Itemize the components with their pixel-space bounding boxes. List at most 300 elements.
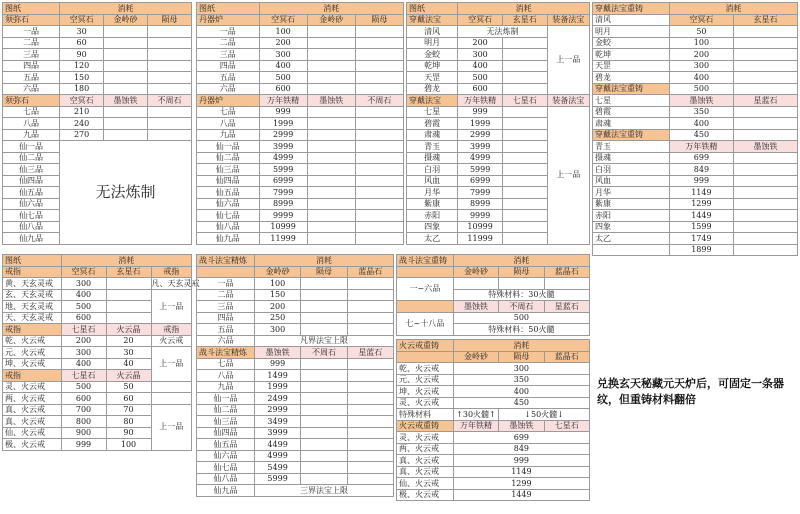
- table-cell: [733, 164, 797, 176]
- table-cell: [347, 450, 393, 462]
- table-row: [397, 374, 590, 386]
- table-cell: 乾、火云戒: [397, 363, 454, 375]
- table-cell: [347, 439, 393, 451]
- table-cell: 仙三品: [197, 416, 255, 428]
- table-cell: 450: [669, 129, 733, 141]
- table-cell: 特殊材料：30火髓: [453, 289, 589, 301]
- table-row: [397, 432, 590, 444]
- table-cell: 丹器炉: [197, 14, 260, 26]
- table-cell: [397, 301, 454, 313]
- table-cell: [502, 129, 547, 141]
- table-cell: [355, 26, 403, 38]
- table-cell: 600: [61, 312, 106, 324]
- table-cell: 凡界法宝上限: [254, 335, 393, 347]
- table-cell: 清风: [407, 26, 458, 38]
- table-cell: 七品: [197, 106, 260, 118]
- table-cell: [502, 175, 547, 187]
- table-cell: 500: [669, 83, 733, 95]
- table-cell: 5499: [254, 462, 300, 474]
- table-cell: 上一品: [547, 106, 589, 244]
- table-cell: [347, 473, 393, 485]
- table-cell: 400: [453, 386, 589, 398]
- table-cell: 1899: [669, 244, 733, 256]
- table-cell: [347, 301, 393, 313]
- table-cell: 250: [254, 312, 300, 324]
- table-cell: 仙九品: [3, 233, 60, 245]
- table-cell: [307, 129, 355, 141]
- table-row: [197, 37, 404, 49]
- table-cell: 真、火云戒: [3, 404, 62, 416]
- table-cell: 极、火云戒: [397, 489, 454, 501]
- table-cell: [355, 210, 403, 222]
- table-cell: 五品: [197, 72, 260, 84]
- table-cell: [355, 83, 403, 95]
- table-cell: 陨母: [148, 14, 192, 26]
- table-cell: 坤、火云戒: [397, 386, 454, 398]
- table-cell: 300: [453, 363, 589, 375]
- table-row: [197, 404, 394, 416]
- table-cell: 真、火云戒: [397, 466, 454, 478]
- table-row: [593, 37, 798, 49]
- table-cell: 无法炼制: [458, 26, 547, 38]
- table-cell: 清风: [593, 14, 670, 26]
- table-row: [397, 478, 590, 490]
- table-cell: [148, 118, 192, 130]
- table-row: [3, 404, 192, 416]
- table-cell: 仙五品: [197, 187, 260, 199]
- table-cell: [307, 187, 355, 199]
- table-cell: [148, 106, 192, 118]
- table-cell: [347, 358, 393, 370]
- table-row: [3, 393, 192, 405]
- table-cell: 2999: [254, 404, 300, 416]
- table-cell: [104, 72, 148, 84]
- table-row: [197, 129, 404, 141]
- table-row: [3, 95, 192, 107]
- table-cell: [301, 312, 347, 324]
- table-cell: 摄魂: [593, 152, 670, 164]
- table-cell: [355, 175, 403, 187]
- table-cell: 999: [61, 439, 106, 451]
- table-cell: 天罡: [407, 72, 458, 84]
- table-cell: 六品: [197, 335, 255, 347]
- table-cell: 紫康: [407, 198, 458, 210]
- table-cell: 消耗: [259, 3, 403, 15]
- table-row: [397, 466, 590, 478]
- table-cell: 300: [61, 278, 106, 290]
- table-cell: 墨蚀铁: [733, 141, 797, 153]
- table-cell: 墨蚀铁: [499, 420, 544, 432]
- table-cell: 400: [259, 60, 307, 72]
- table-row: [197, 175, 404, 187]
- table-cell: [307, 164, 355, 176]
- table-cell: ↓50火髓↓: [499, 409, 590, 421]
- table-cell: 350: [453, 374, 589, 386]
- table-row: [197, 266, 394, 278]
- table-cell: 30: [106, 347, 151, 359]
- table-cell: [355, 60, 403, 72]
- table-cell: 3999: [259, 141, 307, 153]
- table-cell: 七星石: [61, 324, 106, 336]
- table-cell: [301, 404, 347, 416]
- table-cell: 849: [453, 443, 589, 455]
- table-cell: 200: [254, 301, 300, 313]
- table-cell: [301, 381, 347, 393]
- table-row: [197, 485, 394, 497]
- table-cell: [104, 83, 148, 95]
- table-row: [3, 347, 192, 359]
- table-row: [3, 129, 192, 141]
- table-cell: 肃魂: [593, 118, 670, 130]
- table-cell: 仙一品: [197, 141, 260, 153]
- table-cell: 仙二品: [197, 404, 255, 416]
- table-cell: 350: [669, 106, 733, 118]
- table-cell: 空冥石: [458, 14, 503, 26]
- table-cell: [347, 370, 393, 382]
- table-cell: 装备法宝: [547, 14, 589, 26]
- table-cell: 火云晶: [106, 324, 151, 336]
- table-cell: [733, 187, 797, 199]
- table-cell: 墨蚀铁: [453, 301, 498, 313]
- table-cell: 9999: [458, 210, 503, 222]
- table-cell: 极、火云戒: [3, 439, 62, 451]
- table-cell: 六品: [3, 83, 60, 95]
- table-cell: 仙四品: [197, 175, 260, 187]
- table-row: [197, 370, 394, 382]
- table-cell: 火云戒重铸: [397, 420, 454, 432]
- table-cell: 九品: [3, 129, 60, 141]
- table-cell: [347, 416, 393, 428]
- table-cell: 仙七品: [197, 462, 255, 474]
- table-cell: [301, 450, 347, 462]
- table-cell: 不周石: [499, 301, 544, 313]
- table-cell: 青玉: [407, 141, 458, 153]
- table-row: [3, 266, 192, 278]
- table-row: [3, 3, 192, 15]
- table-cell: 赤阳: [407, 210, 458, 222]
- table-cell: 九品: [197, 129, 260, 141]
- table-cell: [355, 141, 403, 153]
- table-cell: [355, 72, 403, 84]
- table-cell: 消耗: [669, 3, 797, 15]
- table-cell: 仙二品: [3, 152, 60, 164]
- table-row: [197, 152, 404, 164]
- table-cell: [733, 60, 797, 72]
- table-cell: 灵、火云戒: [3, 381, 62, 393]
- table-cell: 30: [60, 26, 104, 38]
- table-cell: 四象: [407, 221, 458, 233]
- table-cell: 上一品: [151, 404, 192, 450]
- table-row: [3, 289, 192, 301]
- table-cell: [502, 198, 547, 210]
- table-row: [397, 443, 590, 455]
- table-row: [3, 255, 192, 267]
- table-cell: 100: [254, 278, 300, 290]
- table-cell: 500: [61, 301, 106, 313]
- table-cell: 七星石: [544, 420, 589, 432]
- table-cell: 风血: [407, 175, 458, 187]
- table-cell: 穿戴法宝重铸: [593, 83, 670, 95]
- table-cell: 明月: [593, 26, 670, 38]
- table-row: [197, 14, 404, 26]
- table-cell: 戒指: [3, 370, 62, 382]
- table-row: [397, 255, 590, 267]
- table-cell: 500: [458, 72, 503, 84]
- table-cell: [502, 210, 547, 222]
- table-cell: 七品: [3, 106, 60, 118]
- table-row: [197, 335, 394, 347]
- table-cell: 图纸: [3, 255, 62, 267]
- table-cell: 1499: [254, 370, 300, 382]
- table-cell: [733, 233, 797, 245]
- table-cell: 200: [61, 335, 106, 347]
- table-row: [397, 397, 590, 409]
- table-row: [3, 26, 192, 38]
- table-cell: 150: [254, 289, 300, 301]
- table-cell: 七~十八品: [397, 312, 454, 335]
- table-cell: 上一品: [151, 289, 192, 324]
- table-row: [3, 60, 192, 72]
- table-cell: 400: [458, 60, 503, 72]
- table-cell: [347, 278, 393, 290]
- table-cell: 金蛟: [407, 49, 458, 61]
- table-row: [397, 386, 590, 398]
- table-cell: 陨母: [499, 351, 544, 363]
- table-row: [593, 244, 798, 256]
- table-cell: 元、火云戒: [3, 347, 62, 359]
- table-cell: 金岭砂: [254, 266, 300, 278]
- table-cell: [733, 221, 797, 233]
- table-cell: [502, 233, 547, 245]
- table-cell: [301, 439, 347, 451]
- table-cell: 空冥石: [60, 14, 104, 26]
- table-cell: [502, 106, 547, 118]
- table-cell: 玄星石: [106, 266, 151, 278]
- table-cell: 紫康: [593, 198, 670, 210]
- table-row: [197, 439, 394, 451]
- table-cell: 699: [453, 432, 589, 444]
- table-cell: [733, 83, 797, 95]
- table-cell: 玄、天玄灵戒: [3, 289, 62, 301]
- table-cell: 穿戴法宝: [407, 14, 458, 26]
- table-cell: 9999: [259, 210, 307, 222]
- table-cell: [148, 60, 192, 72]
- table-row: [593, 198, 798, 210]
- table-cell: [733, 37, 797, 49]
- table-cell: 300: [254, 324, 300, 336]
- table-row: [593, 233, 798, 245]
- table-cell: 120: [60, 60, 104, 72]
- table-row: [197, 198, 404, 210]
- table-cell: 100: [106, 439, 151, 451]
- table-row: [197, 83, 404, 95]
- table-cell: [347, 289, 393, 301]
- table-cell: 4999: [254, 450, 300, 462]
- table-cell: 五品: [197, 324, 255, 336]
- table-row: [197, 393, 394, 405]
- table-cell: 蓝晶石: [544, 266, 589, 278]
- table-cell: 丹器炉: [197, 95, 260, 107]
- table-cell: 墨蚀铁: [669, 95, 733, 107]
- table-cell: 200: [669, 49, 733, 61]
- table-cell: 仙五品: [3, 187, 60, 199]
- table-cell: 上一品: [151, 347, 192, 382]
- table-row: [197, 118, 404, 130]
- table-row: [3, 14, 192, 26]
- table-cell: [397, 351, 454, 363]
- table-cell: 1299: [453, 478, 589, 490]
- table-cell: [593, 244, 670, 256]
- table-row: [197, 60, 404, 72]
- table-row: [3, 106, 192, 118]
- table-cell: 3999: [254, 427, 300, 439]
- table-cell: 600: [458, 83, 503, 95]
- table-cell: [307, 210, 355, 222]
- table-cell: [347, 427, 393, 439]
- table-cell: 1999: [254, 381, 300, 393]
- table-cell: 20: [106, 335, 151, 347]
- table-cell: 乾、火云戒: [3, 335, 62, 347]
- table-cell: 11999: [458, 233, 503, 245]
- table-cell: [733, 210, 797, 222]
- table-cell: 地、天玄灵戒: [3, 301, 62, 313]
- table-cell: 仙八品: [3, 221, 60, 233]
- table-cell: [347, 462, 393, 474]
- table-cell: [307, 221, 355, 233]
- table-cell: 600: [259, 83, 307, 95]
- table-cell: 乾坤: [407, 60, 458, 72]
- table-row: [593, 49, 798, 61]
- table-cell: [301, 358, 347, 370]
- table-cell: 不周石: [148, 95, 192, 107]
- table-cell: 999: [458, 106, 503, 118]
- table-row: [593, 106, 798, 118]
- table-row: [197, 427, 394, 439]
- table-cell: 10999: [458, 221, 503, 233]
- table-cell: 碧霞: [407, 118, 458, 130]
- table-row: [197, 301, 394, 313]
- table-cell: 1449: [453, 489, 589, 501]
- table-cell: [307, 37, 355, 49]
- table-cell: [106, 289, 151, 301]
- table-cell: [502, 49, 547, 61]
- table-cell: 200: [458, 37, 503, 49]
- table-cell: [301, 393, 347, 405]
- table-cell: [307, 152, 355, 164]
- table-cell: 仙七品: [3, 210, 60, 222]
- table-cell: [307, 175, 355, 187]
- table-row: [197, 210, 404, 222]
- table-cell: 仙一品: [197, 393, 255, 405]
- table-cell: 黄、天玄灵戒: [3, 278, 62, 290]
- table-row: [397, 363, 590, 375]
- table-cell: [106, 312, 151, 324]
- table-cell: [502, 37, 547, 49]
- table-chuandaichongzhu: [592, 2, 798, 256]
- table-cell: 800: [61, 416, 106, 428]
- table-cell: 坤、火云戒: [3, 358, 62, 370]
- table-cell: [307, 72, 355, 84]
- table-cell: 600: [61, 393, 106, 405]
- table-row: [197, 381, 394, 393]
- table-zhandouchongzhu: [396, 254, 590, 336]
- table-cell: 仙七品: [197, 210, 260, 222]
- table-cell: 150: [60, 72, 104, 84]
- table-cell: [307, 118, 355, 130]
- table-cell: 九品: [197, 381, 255, 393]
- table-cell: [104, 26, 148, 38]
- table-cell: [307, 106, 355, 118]
- table-cell: [301, 324, 347, 336]
- table-row: [397, 455, 590, 467]
- table-row: [197, 72, 404, 84]
- table-row: [407, 26, 590, 38]
- table-cell: [355, 164, 403, 176]
- table-cell: 白羽: [407, 164, 458, 176]
- table-row: [197, 106, 404, 118]
- table-cell: [355, 49, 403, 61]
- table-cell: 二品: [197, 289, 255, 301]
- table-cell: 5999: [259, 164, 307, 176]
- table-cell: 灵、火云戒: [397, 432, 454, 444]
- table-cell: 玄星石: [502, 14, 547, 26]
- table-cell: [733, 244, 797, 256]
- table-cell: 战斗法宝重铸: [397, 255, 454, 267]
- table-cell: 空冥石: [61, 266, 106, 278]
- table-cell: 仙八品: [197, 473, 255, 485]
- table-cell: 80: [106, 416, 151, 428]
- table-cell: 300: [669, 60, 733, 72]
- note-text: 兑换玄天秘藏元天炉后，可固定一条器纹，但重铸材料翻倍: [597, 377, 784, 406]
- table-cell: 4999: [458, 152, 503, 164]
- table-cell: 三品: [197, 301, 255, 313]
- table-danqilu: [196, 2, 404, 245]
- table-cell: 穿戴法宝重铸: [593, 129, 670, 141]
- table-cell: [733, 72, 797, 84]
- table-cell: 一~六品: [397, 278, 454, 301]
- table-cell: 二品: [197, 37, 260, 49]
- table-cell: [307, 60, 355, 72]
- table-cell: 特殊材料：50火髓: [453, 324, 589, 336]
- table-cell: [502, 141, 547, 153]
- table-row: [197, 324, 394, 336]
- table-cell: 900: [61, 427, 106, 439]
- table-cell: [502, 152, 547, 164]
- table-cell: 消耗: [453, 340, 589, 352]
- table-cell: 400: [669, 72, 733, 84]
- table-cell: 2999: [259, 129, 307, 141]
- table-cell: 仙三品: [197, 164, 260, 176]
- table-cell: 700: [61, 404, 106, 416]
- table-cell: 金岭砂: [453, 351, 498, 363]
- table-cell: [301, 278, 347, 290]
- table-cell: 699: [669, 152, 733, 164]
- table-row: [397, 278, 590, 290]
- table-cell: 空冥石: [259, 14, 307, 26]
- table-row: [3, 141, 192, 153]
- table-cell: 碧龙: [407, 83, 458, 95]
- table-cell: 万年铁精: [259, 95, 307, 107]
- table-row: [197, 3, 404, 15]
- table-row: [197, 49, 404, 61]
- table-cell: 星蓝石: [733, 95, 797, 107]
- table-cell: [307, 49, 355, 61]
- table-cell: [104, 60, 148, 72]
- table-cell: [148, 129, 192, 141]
- table-row: [397, 420, 590, 432]
- table-cell: [347, 381, 393, 393]
- table-cell: 特殊材料: [397, 409, 454, 421]
